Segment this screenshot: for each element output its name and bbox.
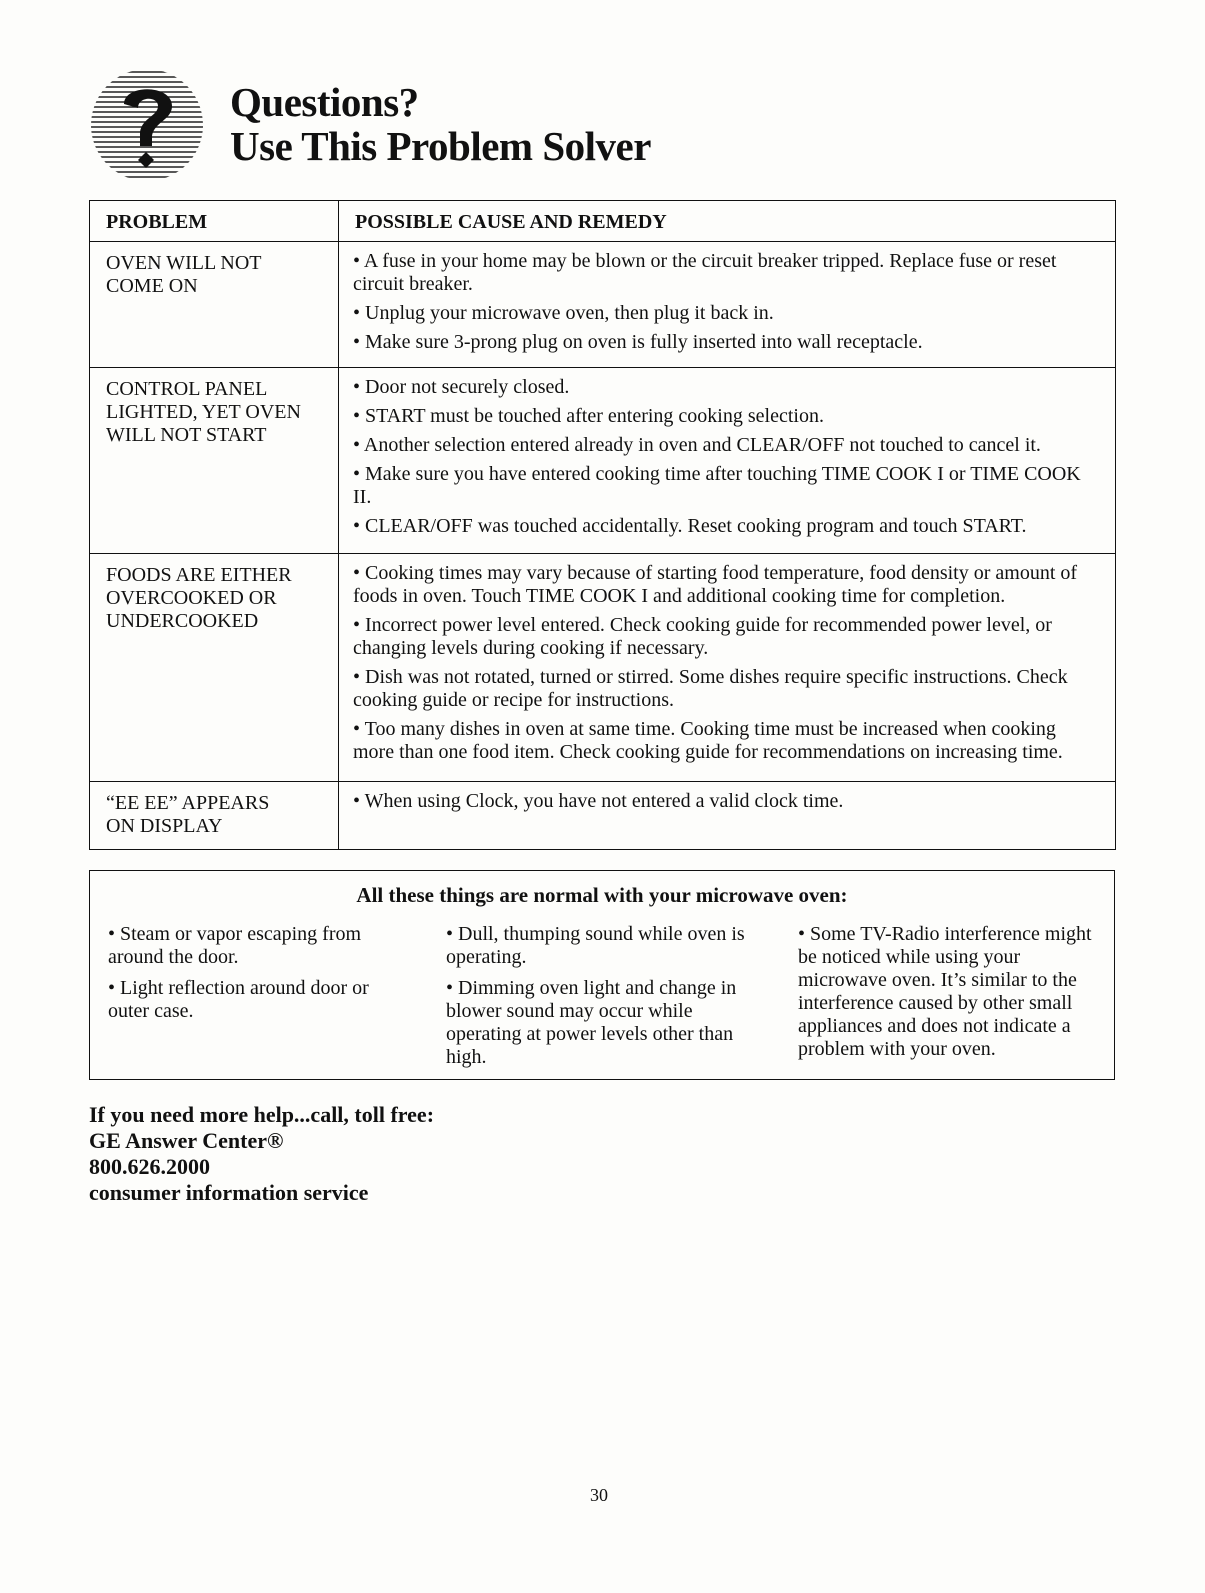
problem-text: ON DISPLAY [106, 815, 223, 838]
remedy-cell [339, 782, 1116, 850]
remedy-item: • Incorrect power level entered. Check cooking guide for recommended power level, or changing levels during cooking if necessary. [353, 614, 1052, 660]
problem-text: CONTROL PANEL [106, 377, 268, 400]
remedy-item: • Dish was not rotated, turned or stirred. Some dishes require specific instructions. Check cooking guide or recipe for instructions. [353, 666, 1068, 712]
remedy-column-header: POSSIBLE CAUSE AND REMEDY [339, 201, 1116, 242]
remedy-item: • CLEAR/OFF was touched accidentally. Reset cooking program and touch START. [353, 514, 1027, 537]
normal-item: • Some TV-Radio interference might be noticed while using your microwave oven. It’s similar to the interference caused by other small appliances and does not indicate a problem with your oven. [798, 923, 1092, 1060]
page-title [230, 80, 651, 168]
phone-number: 800.626.2000 [89, 1154, 210, 1179]
help-contact [89, 1102, 434, 1206]
remedy-item: • Another selection entered already in oven and CLEAR/OFF not touched to cancel it. [353, 433, 1041, 456]
page-number: 30 [590, 1485, 608, 1505]
problem-text: COME ON [106, 275, 198, 297]
table-row [90, 554, 1116, 782]
normal-item: • Dull, thumping sound while oven is operating. [446, 923, 745, 968]
problem-solver-table [89, 200, 1116, 850]
normal-conditions-box [89, 870, 1115, 1080]
question-mark-icon [84, 60, 214, 190]
table-row [90, 367, 1116, 553]
normal-item: • Steam or vapor escaping from around the door. [108, 923, 362, 968]
remedy-item: • A fuse in your home may be blown or the circuit breaker tripped. Replace fuse or reset circuit breaker. [353, 250, 1057, 295]
remedy-cell [339, 242, 1116, 368]
remedy-item: • When using Clock, you have not entered a valid clock time. [353, 790, 844, 813]
problem-text: FOODS ARE EITHER [106, 564, 292, 587]
remedy-cell [339, 367, 1116, 553]
normal-column-2 [446, 923, 746, 1077]
service-description: consumer information service [89, 1180, 369, 1205]
table-header-row [90, 201, 1116, 242]
problem-text: OVEN WILL NOT [106, 252, 262, 274]
remedy-cell [339, 554, 1116, 782]
problem-column-header: PROBLEM [90, 201, 339, 242]
title-line-1: Questions? [230, 79, 419, 125]
remedy-item: • START must be touched after entering cooking selection. [353, 404, 824, 427]
page-header [84, 60, 784, 190]
problem-text: LIGHTED, YET OVEN [106, 400, 301, 423]
remedy-item: • Too many dishes in oven at same time. Cooking time must be increased when cooking more than one food item. Check cooking guide for recommendations on increasing time. [353, 718, 1063, 764]
problem-text: WILL NOT START [106, 423, 267, 446]
problem-cell [90, 242, 339, 368]
remedy-item: • Unplug your microwave oven, then plug it back in. [353, 302, 774, 324]
normal-column-1 [108, 923, 408, 1031]
title-line-2: Use This Problem Solver [230, 123, 651, 169]
normal-item: • Dimming oven light and change in blower sound may occur while operating at power levels other than high. [446, 977, 737, 1068]
normal-item: • Light reflection around door or outer case. [108, 977, 369, 1022]
problem-cell [90, 367, 339, 553]
problem-cell [90, 554, 339, 782]
table-row [90, 242, 1116, 368]
table-row [90, 782, 1116, 850]
normal-column-3 [798, 923, 1098, 1069]
remedy-item: • Cooking times may vary because of starting food temperature, food density or amount of foods in oven. Touch TIME COOK I and additional cooking time for completion. [353, 562, 1078, 608]
normal-conditions-heading: All these things are normal with your microwave oven: [356, 883, 848, 907]
problem-text: UNDERCOOKED [106, 610, 259, 633]
remedy-item: • Door not securely closed. [353, 375, 570, 398]
problem-cell [90, 782, 339, 850]
answer-center-name: GE Answer Center® [89, 1128, 284, 1153]
help-callout: If you need more help...call, toll free: [89, 1102, 435, 1127]
remedy-item: • Make sure 3-prong plug on oven is fully inserted into wall receptacle. [353, 331, 923, 353]
problem-text: “EE EE” APPEARS [106, 792, 270, 815]
remedy-item: • Make sure you have entered cooking time after touching TIME COOK I or TIME COOK II. [353, 462, 1081, 508]
problem-text: OVERCOOKED OR [106, 587, 277, 610]
